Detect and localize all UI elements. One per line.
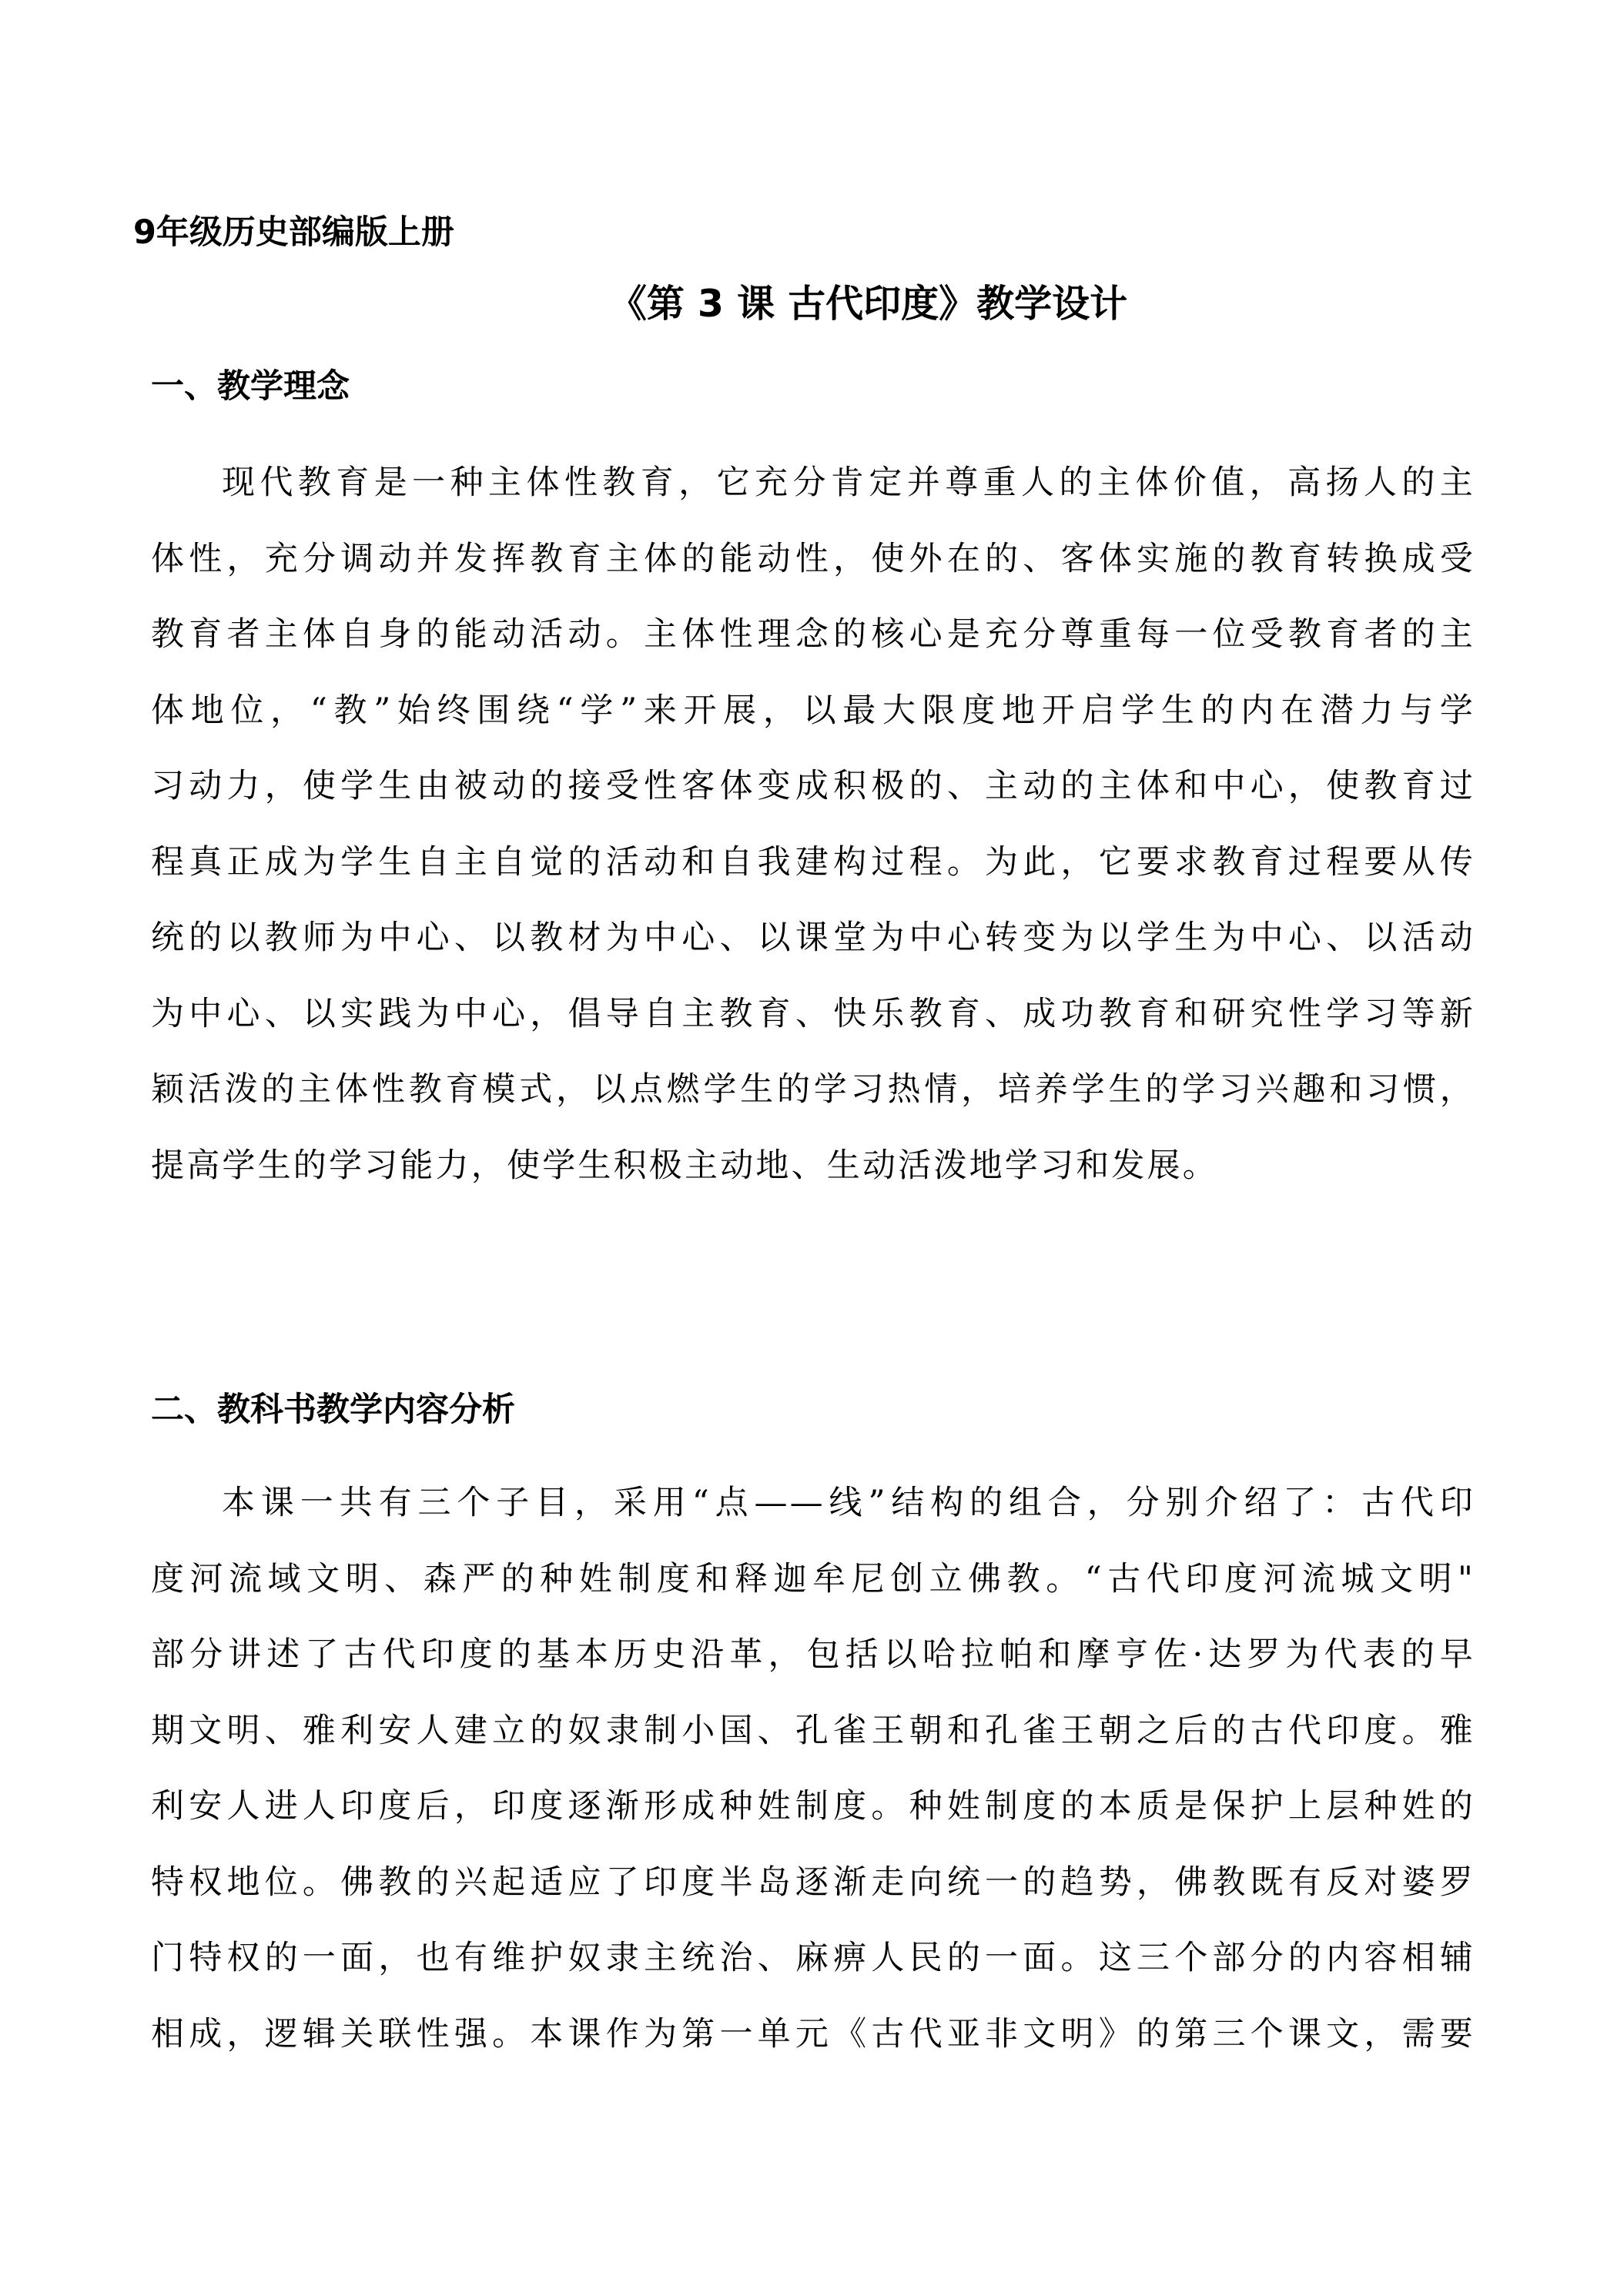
paragraph-line: 为中心、以实践为中心，倡导自主教育、快乐教育、成功教育和研究性学习等新 [151,994,1475,1033]
paragraph-line: 现代教育是一种主体性教育，它充分肯定并尊重人的主体价值，高扬人的主 [222,464,1475,502]
document-title: 《第 3 课 古代印度》教学设计 [608,282,1128,326]
paragraph-line: 门特权的一面，也有维护奴隶主统治、麻痹人民的一面。这三个部分的内容相辅 [151,1939,1475,1977]
section-paragraph-teaching-philosophy [151,445,1475,1203]
paragraph-line: 度河流域文明、森严的种姓制度和释迦牟尼创立佛教。“古代印度河流城文明" [151,1559,1475,1598]
section-paragraph-textbook-analysis [151,1465,1475,2072]
paragraph-line: 提高学生的学习能力，使学生积极主动地、生动活泼地学习和发展。 [151,1146,1218,1185]
section-heading-textbook-analysis: 二、教科书教学内容分析 [151,1391,515,1429]
paragraph-line: 本课一共有三个子目，采用“点——线”结构的组合，分别介绍了：古代印 [222,1484,1475,1522]
paragraph-line: 颖活泼的主体性教育模式，以点燃学生的学习热情，培养学生的学习兴趣和习惯， [151,1070,1475,1109]
paragraph-line: 相成，逻辑关联性强。本课作为第一单元《古代亚非文明》的第三个课文，需要 [151,2014,1475,2053]
paragraph-line: 习动力，使学生由被动的接受性客体变成积极的、主动的主体和中心，使教育过 [151,767,1475,805]
paragraph-line: 统的以教师为中心、以教材为中心、以课堂为中心转变为以学生为中心、以活动 [151,919,1475,957]
paragraph-line: 体地位，“教”始终围绕“学”来开展，以最大限度地开启学生的内在潜力与学 [151,691,1475,730]
paragraph-line: 特权地位。佛教的兴起适应了印度半岛逐渐走向统一的趋势，佛教既有反对婆罗 [151,1863,1475,1902]
paragraph-line: 期文明、雅利安人建立的奴隶制小国、孔雀王朝和孔雀王朝之后的古代印度。雅 [151,1711,1475,1750]
paragraph-line: 体性，充分调动并发挥教育主体的能动性，使外在的、客体实施的教育转换成受 [151,539,1475,578]
paragraph-line: 程真正成为学生自主自觉的活动和自我建构过程。为此，它要求教育过程要从传 [151,842,1475,882]
paragraph-line: 教育者主体自身的能动活动。主体性理念的核心是充分尊重每一位受教育者的主 [151,615,1475,654]
document-pretitle: 9年级历史部编版上册 [133,213,454,252]
paragraph-line: 利安人进人印度后，印度逐渐形成种姓制度。种姓制度的本质是保护上层种姓的 [151,1787,1475,1826]
paragraph-line: 部分讲述了古代印度的基本历史沿革，包括以哈拉帕和摩亨佐·达罗为代表的早 [151,1635,1475,1674]
section-heading-teaching-philosophy: 一、教学理念 [151,367,350,406]
